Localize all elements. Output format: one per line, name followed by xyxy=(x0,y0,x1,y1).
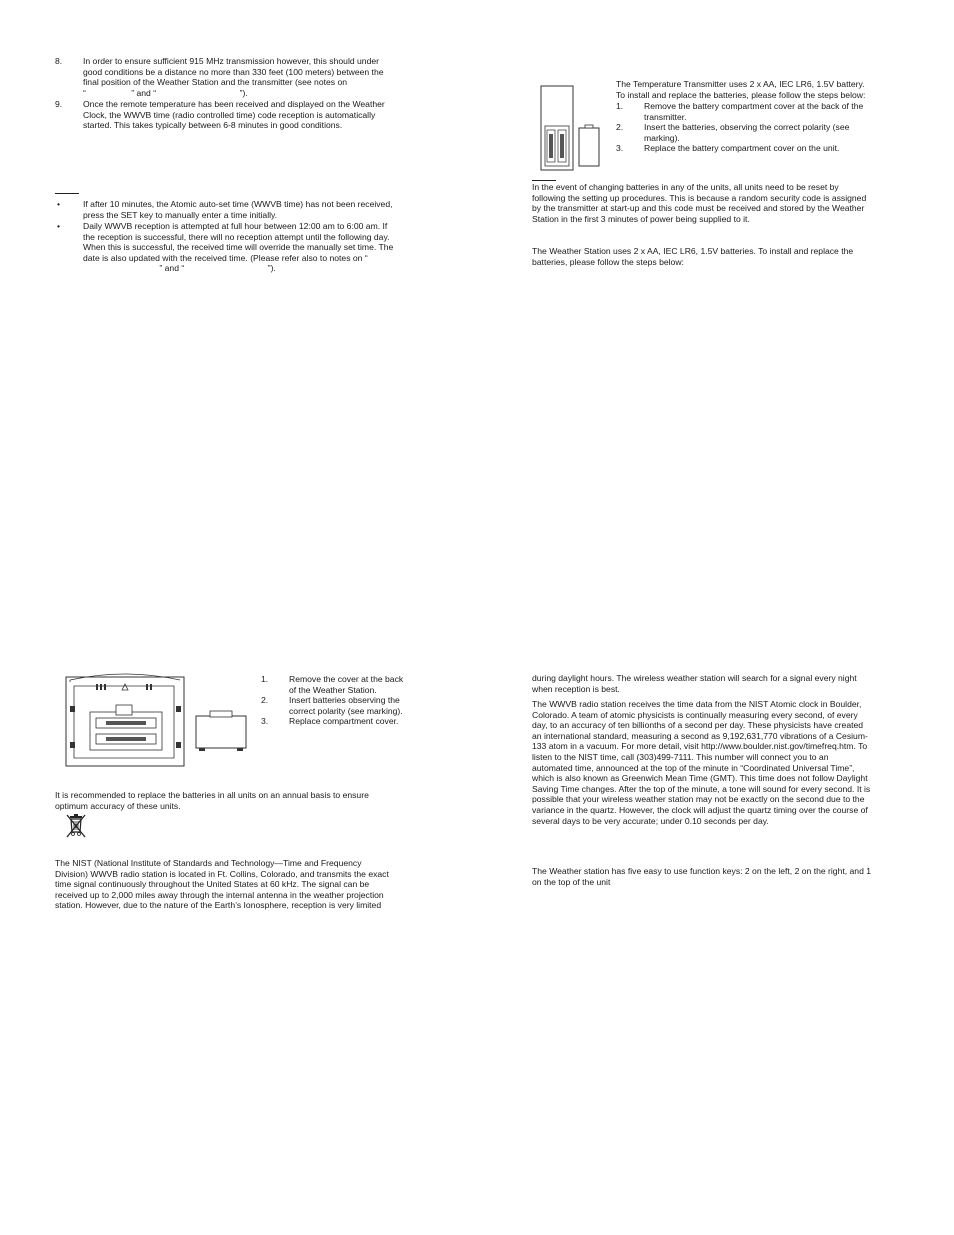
nist-paragraph xyxy=(55,858,435,911)
text-line: automated time, announced at the top of the minute in “Coordinated Universal Time”, xyxy=(532,762,855,773)
station-battery-paragraph xyxy=(532,246,912,267)
step-3 xyxy=(616,143,906,154)
text-line: several days to be very accurate; under 0.10 seconds per day. xyxy=(532,815,769,826)
text-line: In the event of changing batteries in any of the units, all units need to be reset by xyxy=(532,182,839,192)
bullet-icon: • xyxy=(57,221,61,231)
text-line: To install and replace the batteries, please follow the steps below: xyxy=(616,89,866,100)
transmitter-battery-illustration xyxy=(537,84,605,172)
text-line: transmitter. xyxy=(644,111,687,122)
bullet-2 xyxy=(55,221,425,274)
text-line: In order to ensure sufficient 915 MHz transmission however, this should under xyxy=(83,56,380,66)
wwvb-paragraph xyxy=(532,699,912,826)
daylight-paragraph xyxy=(532,673,912,694)
text-line: The NIST (National Institute of Standards and Technology—Time and Frequency xyxy=(55,858,362,868)
weather-station-battery-illustration xyxy=(60,664,255,770)
text-line: The Weather Station uses 2 x AA, IEC LR6, 1.5V batteries. To install and replace the xyxy=(532,246,854,256)
reset-note xyxy=(532,182,912,224)
text-line: Station in the first 3 minutes of power being supplied to it. xyxy=(532,213,750,224)
station-steps xyxy=(261,674,431,727)
text-line: batteries, please follow the steps below: xyxy=(532,256,684,267)
step-number: 2. xyxy=(261,695,269,706)
text-line: the reception is successful, there will no reception attempt until the following day. xyxy=(83,231,390,242)
text-line: during daylight hours. The wireless weather station will search for a signal every night xyxy=(532,673,857,683)
recommend-paragraph xyxy=(55,790,435,811)
text-line: Division) WWVB radio station is located in Ft. Collins, Colorado, and transmits the exact xyxy=(55,868,389,879)
function-keys-paragraph xyxy=(532,866,912,887)
text-line: ” and “ ”). xyxy=(83,263,276,274)
step-number: 2. xyxy=(616,122,624,133)
step-1 xyxy=(261,674,431,695)
item-9 xyxy=(55,99,425,131)
text-line: time signal continuously throughout the United States at 60 kHz. The signal can be xyxy=(55,879,370,890)
transmitter-steps xyxy=(616,101,906,154)
text-line: It is recommended to replace the batteries in all units on an annual basis to ensure xyxy=(55,790,369,800)
text-line: The WWVB radio station receives the time data from the NIST Atomic clock in Boulder, xyxy=(532,699,862,709)
text-line: Daily WWVB reception is attempted at full hour between 12:00 am to 6:00 am. If xyxy=(83,221,388,231)
text-line: Insert the batteries, observing the correct polarity (see xyxy=(644,122,850,133)
step-number: 3. xyxy=(616,143,624,154)
step-number: 1. xyxy=(616,101,624,111)
text-line: “ ” and “ ”). xyxy=(83,87,248,98)
text-line: 133 atom in a vacuum. For more detail, visit http://www.boulder.nist.gov/timefreq.htm. To xyxy=(532,741,868,752)
text-line: Insert batteries observing the xyxy=(289,695,400,706)
text-line: final position of the Weather Station and the transmitter (see notes on xyxy=(83,77,348,88)
text-line: an international standard, measuring a second as 9,192,631,770 vibrations of a Cesium- xyxy=(532,730,868,741)
text-line: which is also known as Greenwich Mean Time (GMT). This time does not follow Daylight xyxy=(532,773,868,784)
text-line: Colorado. A team of atomic physicists is continually measuring every second, of every xyxy=(532,709,858,720)
text-line: listen to the NIST time, call (303)499-7111. This number will connect you to an xyxy=(532,751,829,762)
text-line: started. This takes typically between 6-8 minutes in good conditions. xyxy=(83,120,343,131)
text-line: good conditions be a distance no more than 330 feet (100 meters) between the xyxy=(83,66,384,77)
text-line: If after 10 minutes, the Atomic auto-set time (WWVB time) has not been received, xyxy=(83,199,393,209)
item-number: 8. xyxy=(55,56,63,66)
text-line: when reception is best. xyxy=(532,683,620,694)
text-line: Clock, the WWVB time (radio controlled time) code reception is automatically xyxy=(83,109,376,120)
note-rule xyxy=(532,180,556,181)
item-8 xyxy=(55,56,425,98)
text-line: Saving Time changes. After the top of the minute, a tone will sound for every second. It is xyxy=(532,783,871,794)
text-line: correct polarity (see marking). xyxy=(289,705,403,716)
text-line: day, to an accuracy of ten billionths of a second per day. These physicists have created xyxy=(532,720,864,731)
text-line: The Temperature Transmitter uses 2 x AA, IEC LR6, 1.5V battery. xyxy=(616,79,865,89)
text-line: received up to 2,000 miles away through the internal antenna in the weather projection xyxy=(55,889,384,900)
text-line: press the SET key to manually enter a time initially. xyxy=(83,209,278,220)
transmitter-intro xyxy=(616,79,906,100)
text-line: Replace the battery compartment cover on the unit. xyxy=(644,143,840,154)
step-2 xyxy=(261,695,431,716)
text-line: by the transmitter at start-up and this code must be received and stored by the Weather xyxy=(532,203,865,214)
text-line: date is also updated with the received time. (Please refer also to notes on “ xyxy=(83,252,368,263)
step-3 xyxy=(261,716,431,727)
text-line: variance in the quartz. However, the clock will adjust the quartz timing over the course of xyxy=(532,804,868,815)
step-1 xyxy=(616,101,906,122)
step-2 xyxy=(616,122,906,143)
text-line: optimum accuracy of these units. xyxy=(55,800,181,811)
text-line: Remove the cover at the back xyxy=(289,674,404,684)
text-line: The Weather station has five easy to use function keys: 2 on the left, 2 on the right, and 1 xyxy=(532,866,872,876)
step-number: 3. xyxy=(261,716,269,727)
text-line: of the Weather Station. xyxy=(289,684,377,695)
text-line: following the setting up procedures. This is because a random security code is assigned xyxy=(532,192,867,203)
text-line: Replace compartment cover. xyxy=(289,716,399,727)
text-line: possible that your wireless weather station may not be exactly on the second due to the xyxy=(532,794,865,805)
text-line: Once the remote temperature has been received and displayed on the Weather xyxy=(83,99,385,109)
step-number: 1. xyxy=(261,674,269,684)
text-line: marking). xyxy=(644,132,680,143)
weee-bin-icon xyxy=(63,812,89,840)
text-line: When this is successful, the received time will override the manually set time. The xyxy=(83,242,394,253)
text-line: on the top of the unit xyxy=(532,876,611,887)
text-line: Remove the battery compartment cover at the back of the xyxy=(644,101,864,111)
item-number: 9. xyxy=(55,99,63,109)
note-rule xyxy=(55,193,79,194)
bullet-icon: • xyxy=(57,199,61,209)
bullet-1 xyxy=(55,199,425,220)
text-line: station. However, due to the nature of the Earth’s Ionosphere, reception is very limited xyxy=(55,900,382,911)
